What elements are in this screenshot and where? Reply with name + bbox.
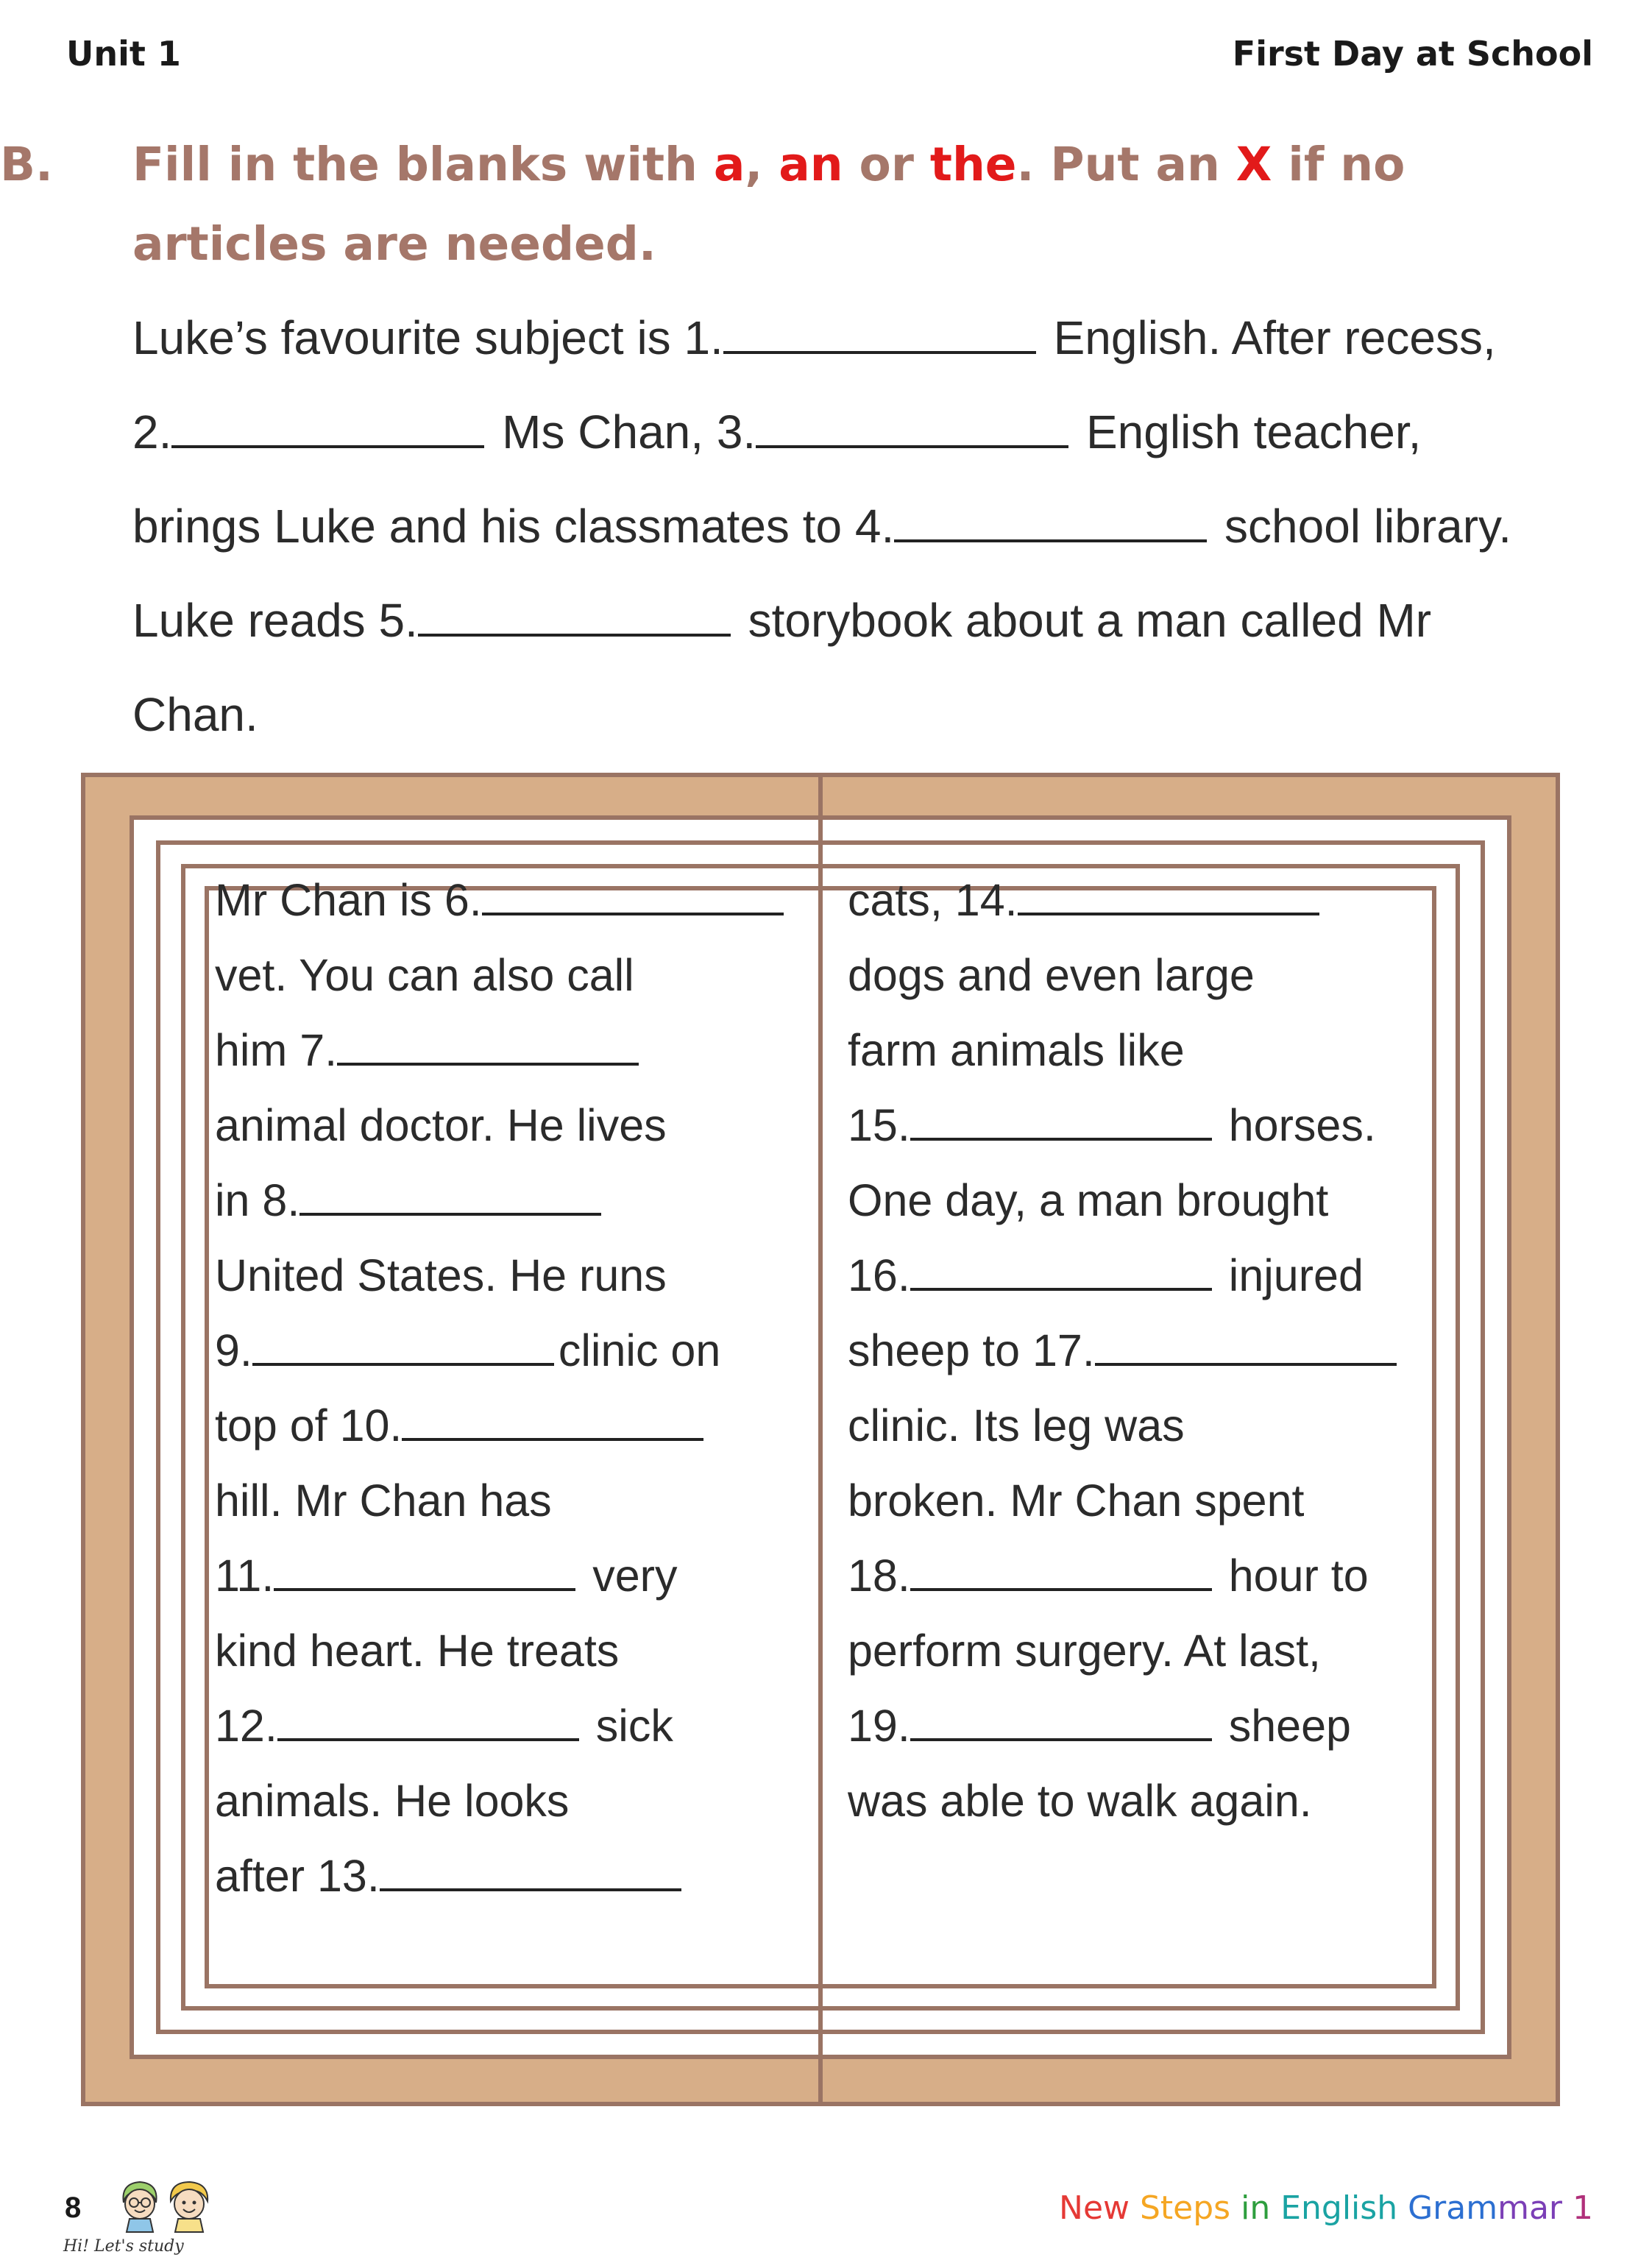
blank-4[interactable] <box>894 495 1207 542</box>
text-line: 16. injured <box>848 1238 1466 1313</box>
instruction-mid: . Put an <box>1016 138 1236 191</box>
passage-text: Luke’s favourite subject is 1. <box>132 311 723 364</box>
text-line: perform surgery. At last, <box>848 1626 1321 1676</box>
text-line: cats, 14. <box>848 862 1466 938</box>
series-word: English <box>1280 2189 1408 2227</box>
series-word: in <box>1241 2189 1281 2227</box>
blank-16[interactable] <box>910 1247 1212 1291</box>
text-line: dogs and even large <box>848 950 1255 1000</box>
text-line: top of 10. <box>215 1388 833 1463</box>
text-line: vet. You can also call <box>215 950 634 1000</box>
blank-2[interactable] <box>171 401 484 448</box>
series-word: Steps <box>1140 2189 1241 2227</box>
text-line: kind heart. He treats <box>215 1626 620 1676</box>
blank-3[interactable] <box>756 401 1068 448</box>
blank-18[interactable] <box>910 1547 1212 1591</box>
passage-text: school library. Luke reads 5. <box>132 500 1512 647</box>
blank-8[interactable] <box>299 1172 601 1216</box>
text-line: farm animals like <box>848 1025 1185 1075</box>
text-line: sheep to 17. <box>848 1313 1466 1388</box>
instruction-post: if no articles are needed. <box>132 138 1405 271</box>
blank-15[interactable] <box>910 1097 1212 1141</box>
blank-12[interactable] <box>277 1697 579 1741</box>
blank-11[interactable] <box>274 1547 575 1591</box>
text-line: him 7. <box>215 1013 833 1088</box>
blank-19[interactable] <box>910 1697 1212 1741</box>
text-line: 19. sheep <box>848 1688 1466 1763</box>
text-line: hill. Mr Chan has <box>215 1476 552 1526</box>
instruction <box>0 125 1575 284</box>
blank-17[interactable] <box>1095 1322 1397 1366</box>
article-x: X <box>1236 138 1272 191</box>
series-title <box>1059 2189 1593 2227</box>
series-word: mar <box>1497 2189 1573 2227</box>
instruction-text: Fill in the blanks with <box>132 138 714 191</box>
book-right-page <box>848 862 1466 1838</box>
text-line: in 8. <box>215 1163 833 1238</box>
passage-text: English teacher, brings Luke and his classmates to 4. <box>132 405 1422 553</box>
blank-13[interactable] <box>380 1847 681 1891</box>
instruction-sep: , <box>745 138 779 191</box>
blank-6[interactable] <box>482 871 784 915</box>
blank-7[interactable] <box>337 1021 639 1066</box>
text-line: 15. horses. <box>848 1088 1466 1163</box>
text-line: was able to walk again. <box>848 1776 1312 1826</box>
text-line: animals. He looks <box>215 1776 570 1826</box>
text-line: United States. He runs <box>215 1250 667 1300</box>
article-an: an <box>779 138 843 191</box>
passage-text: Ms Chan, 3. <box>489 405 756 458</box>
blank-10[interactable] <box>402 1397 703 1441</box>
page-number: 8 <box>65 2192 82 2224</box>
chapter-title: First Day at School <box>1232 34 1593 74</box>
passage-text: English. After recess, 2. <box>132 311 1496 458</box>
text-line: 9. clinic on <box>215 1313 833 1388</box>
series-word: 1 <box>1573 2189 1593 2227</box>
article-a: a <box>713 138 745 191</box>
blank-5[interactable] <box>418 589 731 637</box>
passage-text: storybook about a man called Mr Chan. <box>132 594 1432 741</box>
text-line: broken. Mr Chan spent <box>848 1476 1305 1526</box>
article-the: the <box>929 138 1017 191</box>
blank-1[interactable] <box>723 307 1036 354</box>
text-line: 12. sick <box>215 1688 833 1763</box>
text-line: Mr Chan is 6. <box>215 862 833 938</box>
kids-mascot-icon <box>110 2175 228 2234</box>
intro-passage <box>132 291 1516 762</box>
unit-label: Unit 1 <box>66 34 181 74</box>
instruction-or: or <box>843 138 930 191</box>
text-line: 18. hour to <box>848 1538 1466 1613</box>
series-word: Gram <box>1408 2189 1498 2227</box>
text-line: animal doctor. He lives <box>215 1100 667 1150</box>
book-left-page <box>215 862 833 1913</box>
text-line: after 13. <box>215 1838 833 1913</box>
text-line: One day, a man brought <box>848 1175 1329 1225</box>
text-line: clinic. Its leg was <box>848 1400 1185 1450</box>
series-word: New <box>1059 2189 1140 2227</box>
blank-14[interactable] <box>1018 871 1319 915</box>
blank-9[interactable] <box>252 1322 554 1366</box>
exercise-number: B. <box>0 138 53 191</box>
mascot-caption: Hi! Let's study <box>63 2237 184 2256</box>
text-line: 11. very <box>215 1538 833 1613</box>
